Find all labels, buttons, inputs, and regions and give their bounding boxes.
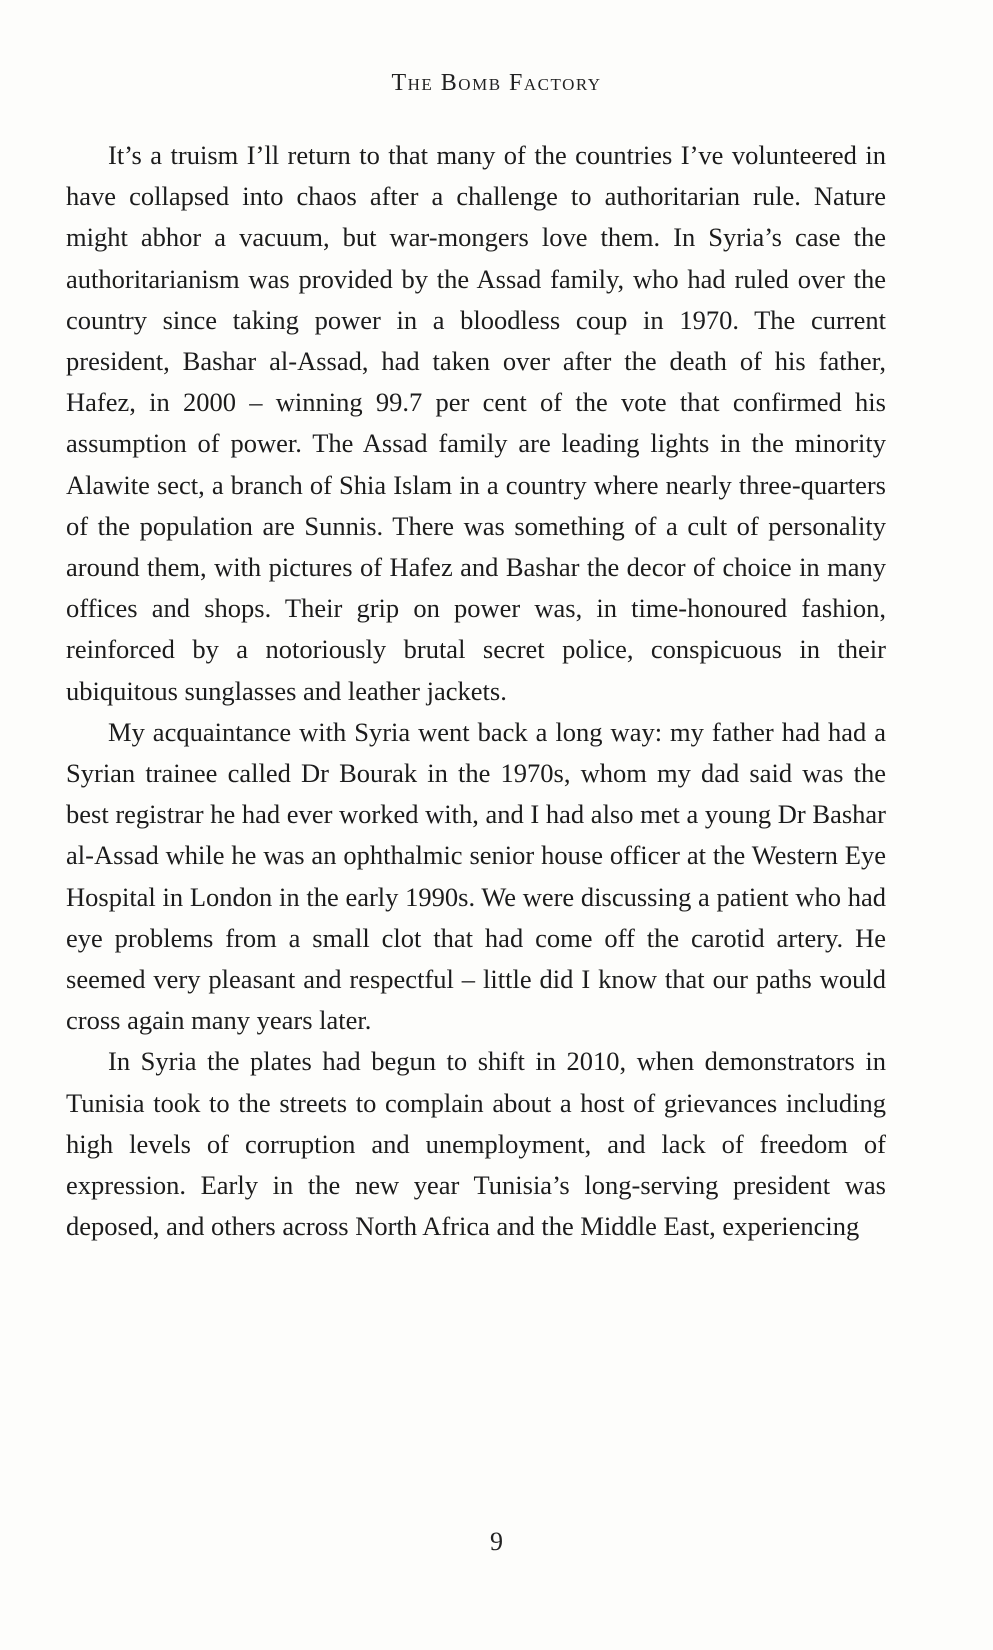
page-number: 9 — [490, 1527, 503, 1556]
running-head: The Bomb Factory — [391, 70, 602, 96]
paragraph: My acquaintance with Syria went back a long way: my father had had a Syrian trainee called Dr Bourak in the 1970s, whom my dad said was the best registrar he had ever worked with, and I had also met a young Dr Bashar al-Assad while he was an ophthalmic senior house officer at the Western Eye Hospital in London in the early 1990s. We were discussing a patient who had eye problems from a small clot that had come off the carotid artery. He seemed very pleasant and respectful – little did I know that our paths would cross again many years later. — [66, 716, 886, 1036]
body-text — [66, 135, 886, 1247]
paragraph: In Syria the plates had begun to shift in 2010, when demonstrators in Tunisia took to the streets to complain about a host of grievances including high levels of corruption and unemployment, and lack of freedom of expression. Early in the new year Tunisia’s long-serving president was deposed, and others across North Africa and the Middle East, experiencing — [66, 1046, 886, 1242]
paragraph: It’s a truism I’ll return to that many of the countries I’ve volunteered in have collapsed into chaos after a challenge to authoritarian rule. Nature might abhor a vacuum, but war-mongers love them. In Syria’s case the authoritarianism was provided by the Assad family, who had ruled over the country since taking power in a bloodless coup in 1970. The current president, Bashar al-Assad, had taken over after the death of his father, Hafez, in 2000 – winning 99.7 per cent of the vote that confirmed his assumption of power. The Assad family are leading lights in the minority Alawite sect, a branch of Shia Islam in a country where nearly three-quarters of the population are Sunnis. There was something of a cult of personality around them, with pictures of Hafez and Bashar the decor of choice in many offices and shops. Their grip on power was, in time-honoured fashion, reinforced by a notoriously brutal secret police, conspicuous in their ubiquitous sunglasses and leather jackets. — [66, 140, 886, 706]
